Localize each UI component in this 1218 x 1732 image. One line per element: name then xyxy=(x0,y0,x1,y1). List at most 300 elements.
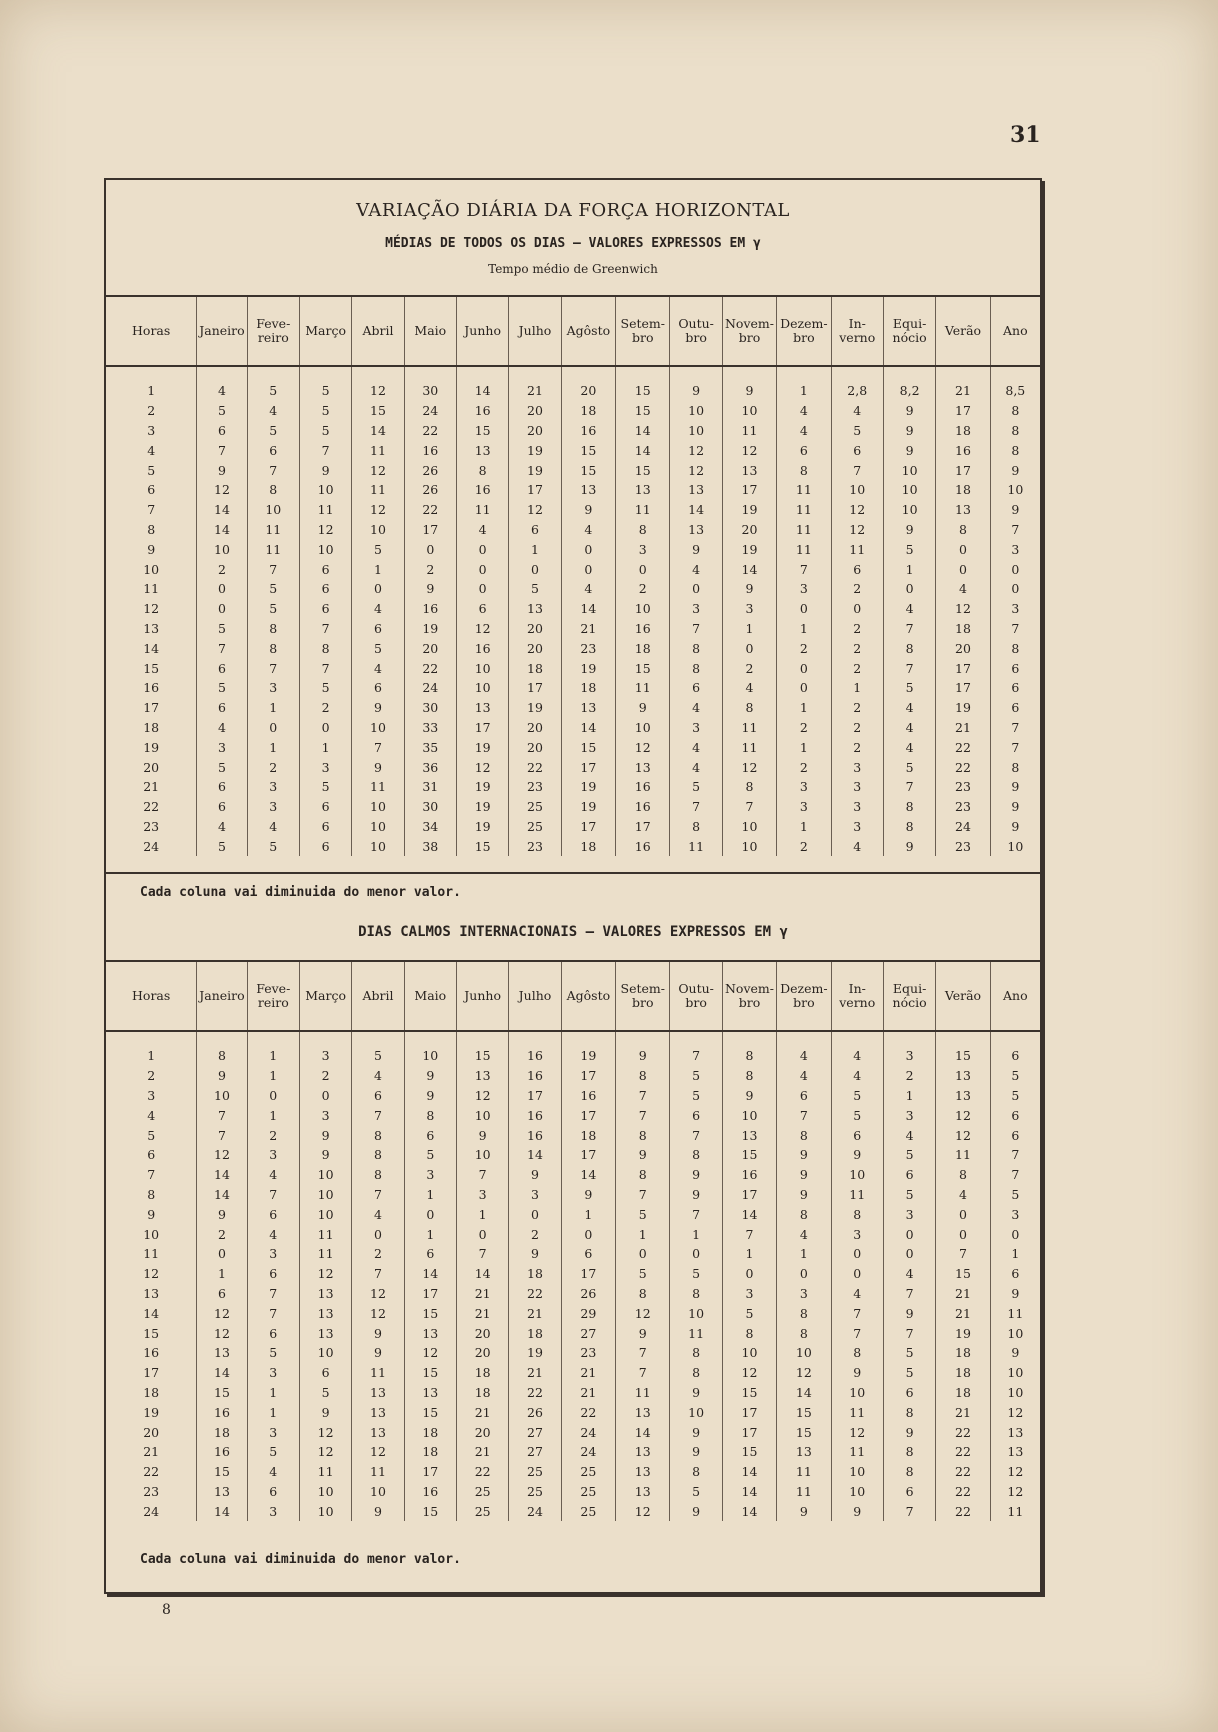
table-cell: 5 xyxy=(247,421,299,441)
table-cell: 10 xyxy=(722,1105,776,1125)
table-cell: 7 xyxy=(197,440,247,460)
table-cell: 6 xyxy=(299,1363,351,1383)
table-cell: 4 xyxy=(670,559,722,579)
table-cell: 9 xyxy=(777,1501,831,1521)
table-cell: 9 xyxy=(352,698,404,718)
table-cell: 6 xyxy=(247,1482,299,1502)
column-header: Equi- nócio xyxy=(883,297,935,366)
column-header: Março xyxy=(299,962,351,1031)
table-cell: 16 xyxy=(456,638,508,658)
table-cell: 1 xyxy=(247,1383,299,1403)
table-cell: 17 xyxy=(456,718,508,738)
table-cell: 9 xyxy=(509,1165,561,1185)
table-cell: 12 xyxy=(352,500,404,520)
column-header: Julho xyxy=(509,297,561,366)
table-cell: 13 xyxy=(404,1383,456,1403)
table-cell: 9 xyxy=(883,401,935,421)
table-row xyxy=(106,1462,1040,1482)
table-cell: 21 xyxy=(936,1402,990,1422)
table-cell: 7 xyxy=(670,1031,722,1066)
table-cell: 9 xyxy=(722,1086,776,1106)
table-cell: 14 xyxy=(197,1165,247,1185)
table-cell: 6 xyxy=(404,1244,456,1264)
table-cell: 12 xyxy=(352,1442,404,1462)
table-cell: 14 xyxy=(561,718,615,738)
table-cell: 5 xyxy=(247,599,299,619)
column-header: Verão xyxy=(936,297,990,366)
table-cell: 9 xyxy=(1011,779,1020,795)
table-cell: 13 xyxy=(561,698,615,718)
table-cell: 3 xyxy=(197,737,247,757)
table-cell: 2 xyxy=(831,718,883,738)
table-cell: 12 xyxy=(197,1323,247,1343)
table-cell: 17 xyxy=(509,1086,561,1106)
table-cell: 19 xyxy=(404,619,456,639)
table-cell: 25 xyxy=(509,1462,561,1482)
table-row xyxy=(106,658,1040,678)
table-cell: 18 xyxy=(456,1383,508,1403)
table-cell: 22 xyxy=(561,1402,615,1422)
table-cell: 7 xyxy=(1011,739,1020,755)
table-cell: 11 xyxy=(777,539,831,559)
table-cell: 3 xyxy=(1011,601,1020,617)
table-cell: 13 xyxy=(616,1482,670,1502)
table-cell: 12 xyxy=(106,1264,197,1284)
table-cell: 15 xyxy=(404,1501,456,1521)
table-cell: 3 xyxy=(509,1185,561,1205)
table-cell: 16 xyxy=(616,836,670,856)
table-cell: 3 xyxy=(247,797,299,817)
table-cell: 4 xyxy=(352,658,404,678)
table-cell: 8 xyxy=(197,1031,247,1066)
table-cell: 0 xyxy=(456,579,508,599)
table-cell: 5 xyxy=(352,638,404,658)
table-cell: 10 xyxy=(616,599,670,619)
table-cell: 30 xyxy=(404,698,456,718)
table-cell: 19 xyxy=(509,698,561,718)
table-cell: 21 xyxy=(509,1303,561,1323)
table-cell: 6 xyxy=(299,599,351,619)
table-cell: 21 xyxy=(106,1442,197,1462)
column-header: Outu- bro xyxy=(670,297,722,366)
table-cell: 5 xyxy=(831,421,883,441)
table-cell: 18 xyxy=(561,836,615,856)
table-cell: 17 xyxy=(722,1185,776,1205)
table-cell: 20 xyxy=(456,1422,508,1442)
table-cell: 10 xyxy=(1007,1365,1024,1381)
table-cell: 5 xyxy=(883,1145,935,1165)
table-cell: 7 xyxy=(1011,521,1020,537)
table-cell: 4 xyxy=(936,579,990,599)
table-cell: 17 xyxy=(561,1264,615,1284)
table-cell: 12 xyxy=(352,366,404,401)
table-cell: 12 xyxy=(616,1501,670,1521)
table-cell: 10 xyxy=(456,658,508,678)
table-cell: 17 xyxy=(106,1363,197,1383)
table-cell: 9 xyxy=(670,366,722,401)
table-cell: 1 xyxy=(831,678,883,698)
table-cell: 10 xyxy=(456,678,508,698)
table-cell: 12 xyxy=(616,1303,670,1323)
table-cell: 3 xyxy=(722,599,776,619)
table-cell: 7 xyxy=(670,797,722,817)
table-cell: 13 xyxy=(777,1442,831,1462)
table-cell: 10 xyxy=(1007,838,1024,854)
table-cell: 7 xyxy=(352,737,404,757)
table-cell: 1 xyxy=(299,737,351,757)
table-cell: 7 xyxy=(247,460,299,480)
table-cell: 18 xyxy=(404,1442,456,1462)
table-cell: 9 xyxy=(831,1145,883,1165)
table-cell: 10 xyxy=(299,1185,351,1205)
table-cell: 8 xyxy=(616,520,670,540)
table-cell: 13 xyxy=(352,1383,404,1403)
table-cell: 2 xyxy=(722,658,776,678)
table-cell: 12 xyxy=(106,599,197,619)
table-cell: 20 xyxy=(722,520,776,540)
table-cell: 19 xyxy=(106,737,197,757)
table-cell: 6 xyxy=(247,1323,299,1343)
table-cell: 3 xyxy=(106,421,197,441)
table-cell: 8 xyxy=(1011,442,1020,458)
table-cell: 16 xyxy=(561,1086,615,1106)
table-cell: 18 xyxy=(561,401,615,421)
table-cell: 13 xyxy=(299,1303,351,1323)
table-cell: 14 xyxy=(722,1501,776,1521)
table-cell: 11 xyxy=(831,1185,883,1205)
table-cell: 16 xyxy=(936,440,990,460)
table-cell: 1 xyxy=(722,619,776,639)
table-row xyxy=(106,1284,1040,1304)
table-cell: 2 xyxy=(777,638,831,658)
table-cell: 5 xyxy=(616,1204,670,1224)
table-cell: 11 xyxy=(247,520,299,540)
table-cell: 11 xyxy=(299,1244,351,1264)
table-cell: 16 xyxy=(456,401,508,421)
table-cell: 7 xyxy=(247,1303,299,1323)
table-cell: 9 xyxy=(883,520,935,540)
table-row xyxy=(106,599,1040,619)
column-header: Verão xyxy=(936,962,990,1031)
table-cell: 15 xyxy=(106,1323,197,1343)
table-cell: 19 xyxy=(561,777,615,797)
table-cell: 10 xyxy=(299,1204,351,1224)
table-calm-days-section xyxy=(106,960,1040,1521)
table-cell: 15 xyxy=(456,1031,508,1066)
table-cell: 7 xyxy=(247,1185,299,1205)
table-cell: 7 xyxy=(883,1501,935,1521)
table-cell: 24 xyxy=(561,1442,615,1462)
table-cell: 15 xyxy=(404,1363,456,1383)
table-cell: 15 xyxy=(722,1442,776,1462)
table-cell: 23 xyxy=(106,1482,197,1502)
table-cell: 6 xyxy=(299,836,351,856)
table-cell: 12 xyxy=(299,1264,351,1284)
table-cell: 2 xyxy=(831,619,883,639)
table-cell: 10 xyxy=(456,1145,508,1165)
table-cell: 21 xyxy=(509,1363,561,1383)
table-cell: 5 xyxy=(670,1264,722,1284)
table-cell: 10 xyxy=(831,1165,883,1185)
table-cell: 5 xyxy=(299,1383,351,1403)
table-cell: 12 xyxy=(936,599,990,619)
table-cell: 9 xyxy=(722,579,776,599)
table-cell: 6 xyxy=(197,421,247,441)
table-cell: 8 xyxy=(670,1343,722,1363)
table-cell: 12 xyxy=(1007,1483,1024,1499)
table-cell: 4 xyxy=(883,698,935,718)
table-cell: 1 xyxy=(616,1224,670,1244)
table-cell: 10 xyxy=(831,1482,883,1502)
table-row xyxy=(106,1125,1040,1145)
table-cell: 3 xyxy=(247,1363,299,1383)
table-row xyxy=(106,480,1040,500)
table-cell: 0 xyxy=(197,579,247,599)
table-cell: 8 xyxy=(1011,640,1020,656)
table-cell: 8 xyxy=(831,1343,883,1363)
table-cell: 3 xyxy=(883,1105,935,1125)
table-cell: 9 xyxy=(670,1165,722,1185)
table-cell: 0 xyxy=(1011,581,1020,597)
table-cell: 3 xyxy=(883,1204,935,1224)
table-cell: 19 xyxy=(456,797,508,817)
note-all-days: Cada coluna vai diminuida do menor valor. xyxy=(140,885,461,900)
table-cell: 12 xyxy=(456,1086,508,1106)
table-cell: 9 xyxy=(831,1363,883,1383)
table-cell: 21 xyxy=(456,1303,508,1323)
table-cell: 5 xyxy=(106,1125,197,1145)
table-cell: 0 xyxy=(247,1086,299,1106)
table-cell: 1 xyxy=(247,1031,299,1066)
table-cell: 9 xyxy=(1011,502,1020,518)
table-cell: 4 xyxy=(883,599,935,619)
table-cell: 8 xyxy=(777,1125,831,1145)
column-header: Janeiro xyxy=(197,297,247,366)
table-cell: 10 xyxy=(1007,482,1024,498)
table-cell: 10 xyxy=(352,797,404,817)
table-cell: 12 xyxy=(1007,1464,1024,1480)
table-cell: 3 xyxy=(883,1031,935,1066)
table-cell: 1 xyxy=(509,539,561,559)
table-cell: 22 xyxy=(936,757,990,777)
table-cell: 16 xyxy=(561,421,615,441)
table-cell: 11 xyxy=(670,1323,722,1343)
table-cell: 16 xyxy=(404,1482,456,1502)
table-cell: 15 xyxy=(456,836,508,856)
table-cell: 10 xyxy=(670,1303,722,1323)
table-cell: 36 xyxy=(404,757,456,777)
table-row xyxy=(106,638,1040,658)
table-cell: 12 xyxy=(197,1303,247,1323)
table-row xyxy=(106,1422,1040,1442)
table-cell: 8,2 xyxy=(883,366,935,401)
table-cell: 1 xyxy=(883,559,935,579)
table-cell: 6 xyxy=(561,1244,615,1264)
table-cell: 3 xyxy=(831,757,883,777)
table-cell: 13 xyxy=(616,480,670,500)
table-cell: 7 xyxy=(352,1185,404,1205)
header-row xyxy=(106,297,1040,366)
table-cell: 12 xyxy=(722,1363,776,1383)
table-cell: 24 xyxy=(106,1501,197,1521)
table-row xyxy=(106,797,1040,817)
table-cell: 1 xyxy=(247,1066,299,1086)
table-cell: 7 xyxy=(247,559,299,579)
table-cell: 15 xyxy=(106,658,197,678)
table-cell: 12 xyxy=(352,1284,404,1304)
table-cell: 20 xyxy=(509,718,561,738)
table-cell: 9 xyxy=(1011,462,1020,478)
table-cell: 10 xyxy=(352,1482,404,1502)
table-cell: 7 xyxy=(106,500,197,520)
table-cell: 6 xyxy=(670,1105,722,1125)
table-cell: 10 xyxy=(404,1031,456,1066)
table-cell: 8 xyxy=(247,638,299,658)
table-cell: 3 xyxy=(670,718,722,738)
table-cell: 9 xyxy=(616,1145,670,1165)
table-cell: 10 xyxy=(883,460,935,480)
table-cell: 10 xyxy=(777,1343,831,1363)
table-cell: 21 xyxy=(561,619,615,639)
table-cell: 6 xyxy=(352,619,404,639)
table-cell: 4 xyxy=(831,836,883,856)
table-cell: 26 xyxy=(404,460,456,480)
table-cell: 22 xyxy=(509,757,561,777)
table-cell: 7 xyxy=(722,797,776,817)
table-cell: 7 xyxy=(299,440,351,460)
table-cell: 1 xyxy=(777,817,831,837)
table-cell: 5 xyxy=(831,1086,883,1106)
table-cell: 5 xyxy=(299,678,351,698)
table-cell: 9 xyxy=(106,539,197,559)
table-row xyxy=(106,777,1040,797)
table-cell: 19 xyxy=(456,737,508,757)
table-cell: 10 xyxy=(299,1482,351,1502)
table-cell: 4 xyxy=(561,520,615,540)
table-cell: 11 xyxy=(352,440,404,460)
table-cell: 5 xyxy=(247,1442,299,1462)
table-cell: 7 xyxy=(247,658,299,678)
table-all-days-section xyxy=(106,295,1040,856)
table-cell: 16 xyxy=(197,1442,247,1462)
table-cell: 6 xyxy=(247,1264,299,1284)
table-cell: 15 xyxy=(404,1402,456,1422)
table-cell: 14 xyxy=(197,1363,247,1383)
column-header: Horas xyxy=(106,297,197,366)
table-cell: 11 xyxy=(456,500,508,520)
table-cell: 18 xyxy=(509,658,561,678)
table-cell: 8 xyxy=(777,1204,831,1224)
table-cell: 1 xyxy=(247,1105,299,1125)
table-cell: 9 xyxy=(722,366,776,401)
table-cell: 11 xyxy=(777,1462,831,1482)
table-cell: 12 xyxy=(936,1125,990,1145)
table-cell: 5 xyxy=(883,678,935,698)
table-frame xyxy=(104,178,1042,1594)
table-cell: 5 xyxy=(831,1105,883,1125)
table-cell: 1 xyxy=(777,366,831,401)
table-cell: 26 xyxy=(404,480,456,500)
table-cell: 19 xyxy=(456,817,508,837)
table-cell: 8 xyxy=(352,1165,404,1185)
table-cell: 3 xyxy=(1011,541,1020,557)
table-cell: 0 xyxy=(197,1244,247,1264)
table-cell: 3 xyxy=(831,777,883,797)
table-cell: 14 xyxy=(197,520,247,540)
table-cell: 6 xyxy=(777,440,831,460)
table-row xyxy=(106,817,1040,837)
table-cell: 9 xyxy=(561,1185,615,1205)
table-cell: 7 xyxy=(883,1284,935,1304)
table-row xyxy=(106,718,1040,738)
table-cell: 13 xyxy=(1007,1424,1024,1440)
table-cell: 11 xyxy=(831,1402,883,1422)
table-cell: 6 xyxy=(1011,1048,1020,1064)
time-reference: Tempo médio de Greenwich xyxy=(488,262,658,276)
table-cell: 6 xyxy=(831,559,883,579)
table-cell: 8 xyxy=(299,638,351,658)
divider xyxy=(106,872,1040,874)
table-row xyxy=(106,1442,1040,1462)
table-cell: 6 xyxy=(299,797,351,817)
table-cell: 9 xyxy=(670,1501,722,1521)
column-header: Feve- reiro xyxy=(247,297,299,366)
table-cell: 20 xyxy=(106,757,197,777)
table-cell: 17 xyxy=(561,757,615,777)
table-cell: 16 xyxy=(509,1066,561,1086)
table-cell: 7 xyxy=(777,559,831,579)
table-cell: 2 xyxy=(831,579,883,599)
table-cell: 3 xyxy=(247,678,299,698)
section-title-all-days: MÉDIAS DE TODOS OS DIAS — VALORES EXPRESSOS EM γ xyxy=(385,236,761,251)
table-cell: 4 xyxy=(247,401,299,421)
table-cell: 19 xyxy=(936,1323,990,1343)
table-cell: 12 xyxy=(352,1303,404,1323)
table-cell: 9 xyxy=(883,1422,935,1442)
table-cell: 11 xyxy=(616,1383,670,1403)
table-row xyxy=(106,1145,1040,1165)
table-cell: 8 xyxy=(616,1284,670,1304)
table-cell: 0 xyxy=(456,539,508,559)
table-cell: 10 xyxy=(670,401,722,421)
table-cell: 14 xyxy=(197,1501,247,1521)
table-cell: 0 xyxy=(777,599,831,619)
table-cell: 17 xyxy=(936,678,990,698)
table-cell: 6 xyxy=(106,480,197,500)
table-cell: 12 xyxy=(722,440,776,460)
table-cell: 9 xyxy=(299,460,351,480)
table-cell: 14 xyxy=(456,1264,508,1284)
column-header: Novem- bro xyxy=(722,962,776,1031)
table-cell: 21 xyxy=(936,1303,990,1323)
table-cell: 21 xyxy=(561,1363,615,1383)
table-cell: 13 xyxy=(1007,1444,1024,1460)
table-cell: 18 xyxy=(509,1264,561,1284)
table-cell: 24 xyxy=(509,1501,561,1521)
table-cell: 16 xyxy=(722,1165,776,1185)
table-cell: 10 xyxy=(352,718,404,738)
table-cell: 0 xyxy=(1011,561,1020,577)
table-cell: 2 xyxy=(299,1066,351,1086)
table-cell: 22 xyxy=(509,1284,561,1304)
table-cell: 9 xyxy=(106,1204,197,1224)
table-cell: 5 xyxy=(404,1145,456,1165)
table-cell: 10 xyxy=(197,539,247,559)
table-cell: 9 xyxy=(404,579,456,599)
table-cell: 1 xyxy=(247,1402,299,1422)
table-cell: 9 xyxy=(1011,799,1020,815)
table-cell: 0 xyxy=(352,579,404,599)
